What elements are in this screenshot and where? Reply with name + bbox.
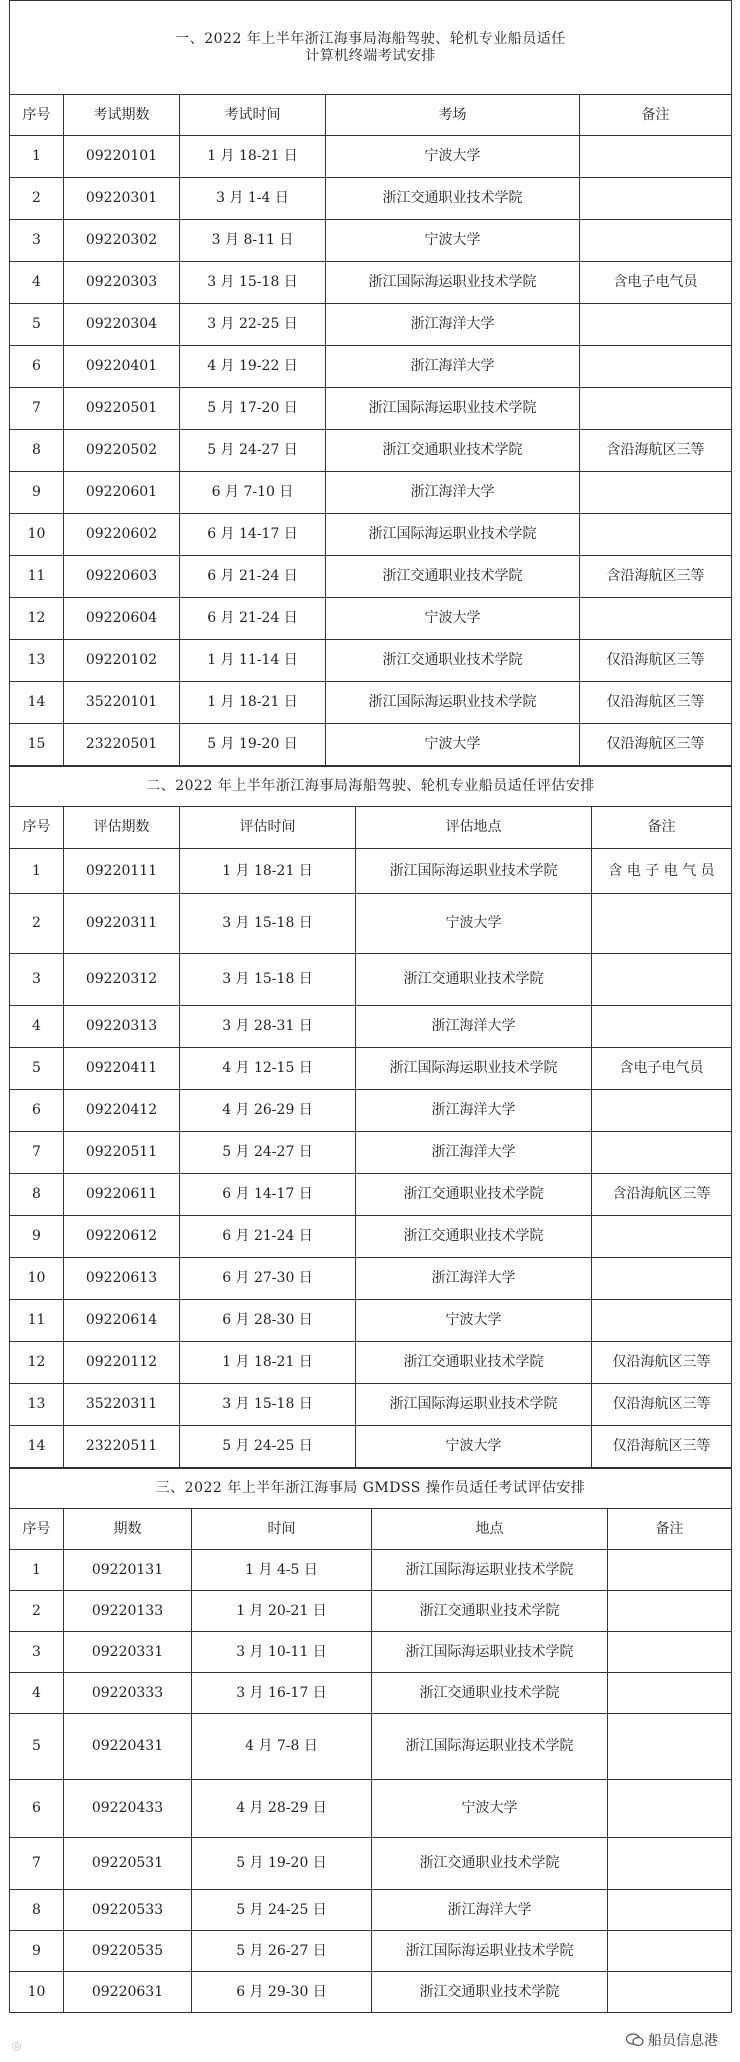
table-row: [10, 304, 732, 346]
remarks-cell: 含电子电气员: [592, 1048, 732, 1090]
location-cell: 浙江交通职业技术学院: [326, 640, 580, 682]
location-cell: 浙江海洋大学: [372, 1890, 608, 1931]
location-cell: 浙江海洋大学: [326, 304, 580, 346]
table-row: [10, 1780, 732, 1838]
column-header: 评估地点: [356, 807, 592, 849]
remarks-cell: 仅沿海航区三等: [592, 1384, 732, 1426]
table-row: [10, 346, 732, 388]
location-cell: 浙江国际海运职业技术学院: [356, 1384, 592, 1426]
table-row: [10, 388, 732, 430]
assessment-schedule-table: [9, 766, 732, 1468]
row-number-cell: 13: [10, 1384, 64, 1426]
remarks-cell: [592, 1216, 732, 1258]
location-cell: 浙江国际海运职业技术学院: [326, 388, 580, 430]
table-row: [10, 1591, 732, 1632]
date-range-cell: 3 月 15-18 日: [180, 954, 356, 1006]
column-header: 时间: [192, 1509, 372, 1550]
remarks-cell: [592, 1132, 732, 1174]
location-cell: 浙江交通职业技术学院: [326, 430, 580, 472]
location-cell: 浙江海洋大学: [356, 1258, 592, 1300]
session-number-cell: 09220133: [64, 1591, 192, 1632]
table-row: [10, 954, 732, 1006]
session-number-cell: 09220401: [64, 346, 180, 388]
remarks-cell: [580, 346, 732, 388]
session-number-cell: 09220604: [64, 598, 180, 640]
column-header: 期数: [64, 1509, 192, 1550]
remarks-cell: 仅沿海航区三等: [580, 724, 732, 766]
location-cell: 浙江海洋大学: [326, 472, 580, 514]
remarks-cell: 含 电 子 电 气 员: [592, 849, 732, 894]
location-cell: 宁波大学: [372, 1780, 608, 1838]
location-cell: 浙江交通职业技术学院: [372, 1673, 608, 1714]
remarks-cell: [608, 1838, 732, 1890]
session-number-cell: 09220412: [64, 1090, 180, 1132]
row-number-cell: 5: [10, 304, 64, 346]
column-header: 考试期数: [64, 95, 180, 136]
table-row: [10, 136, 732, 178]
row-number-cell: 7: [10, 1132, 64, 1174]
remarks-cell: [608, 1890, 732, 1931]
date-range-cell: 4 月 7-8 日: [192, 1714, 372, 1780]
table-header-row: [10, 1509, 732, 1550]
row-number-cell: 3: [10, 954, 64, 1006]
column-header: 地点: [372, 1509, 608, 1550]
column-header: 备注: [580, 95, 732, 136]
location-cell: 浙江国际海运职业技术学院: [356, 849, 592, 894]
session-number-cell: 09220511: [64, 1132, 180, 1174]
remarks-cell: [580, 178, 732, 220]
session-number-cell: 09220312: [64, 954, 180, 1006]
row-number-cell: 11: [10, 556, 64, 598]
session-number-cell: 09220301: [64, 178, 180, 220]
row-number-cell: 5: [10, 1048, 64, 1090]
session-number-cell: 35220311: [64, 1384, 180, 1426]
remarks-cell: [592, 894, 732, 954]
gmdss-schedule-table: [9, 1468, 732, 2013]
table-row: [10, 1258, 732, 1300]
row-number-cell: 9: [10, 472, 64, 514]
row-number-cell: 6: [10, 346, 64, 388]
row-number-cell: 1: [10, 136, 64, 178]
location-cell: 浙江交通职业技术学院: [356, 954, 592, 1006]
column-header: 序号: [10, 95, 64, 136]
date-range-cell: 1 月 18-21 日: [180, 849, 356, 894]
section1-title-line2: 计算机终端考试安排: [305, 47, 436, 64]
date-range-cell: 4 月 26-29 日: [180, 1090, 356, 1132]
row-number-cell: 14: [10, 682, 64, 724]
table-row: [10, 1342, 732, 1384]
date-range-cell: 5 月 24-27 日: [180, 1132, 356, 1174]
row-number-cell: 5: [10, 1714, 64, 1780]
location-cell: 浙江交通职业技术学院: [372, 1972, 608, 2013]
date-range-cell: 6 月 21-24 日: [180, 1216, 356, 1258]
date-range-cell: 1 月 18-21 日: [180, 136, 326, 178]
table-row: [10, 262, 732, 304]
session-number-cell: 09220502: [64, 430, 180, 472]
location-cell: 宁波大学: [356, 1300, 592, 1342]
date-range-cell: 1 月 18-21 日: [180, 1342, 356, 1384]
row-number-cell: 13: [10, 640, 64, 682]
watermark: [626, 2030, 718, 2050]
table-row: [10, 1006, 732, 1048]
table-row: [10, 1384, 732, 1426]
corner-watermark: ◎: [12, 2039, 22, 2052]
row-number-cell: 11: [10, 1300, 64, 1342]
remarks-cell: [580, 304, 732, 346]
date-range-cell: 3 月 16-17 日: [192, 1673, 372, 1714]
row-number-cell: 4: [10, 1006, 64, 1048]
date-range-cell: 5 月 19-20 日: [180, 724, 326, 766]
remarks-cell: [608, 1780, 732, 1838]
location-cell: 宁波大学: [326, 598, 580, 640]
date-range-cell: 6 月 28-30 日: [180, 1300, 356, 1342]
remarks-cell: [580, 220, 732, 262]
session-number-cell: 09220433: [64, 1780, 192, 1838]
row-number-cell: 14: [10, 1426, 64, 1468]
location-cell: 浙江国际海运职业技术学院: [372, 1931, 608, 1972]
column-header: 备注: [592, 807, 732, 849]
table-row: [10, 1931, 732, 1972]
session-number-cell: 09220311: [64, 894, 180, 954]
session-number-cell: 09220111: [64, 849, 180, 894]
date-range-cell: 3 月 15-18 日: [180, 262, 326, 304]
location-cell: 浙江国际海运职业技术学院: [326, 514, 580, 556]
section2-title: 二、2022 年上半年浙江海事局海船驾驶、轮机专业船员适任评估安排: [10, 767, 732, 807]
table-row: [10, 1550, 732, 1591]
row-number-cell: 10: [10, 1258, 64, 1300]
remarks-cell: 含沿海航区三等: [592, 1174, 732, 1216]
row-number-cell: 3: [10, 1632, 64, 1673]
date-range-cell: 1 月 18-21 日: [180, 682, 326, 724]
date-range-cell: 1 月 4-5 日: [192, 1550, 372, 1591]
date-range-cell: 4 月 28-29 日: [192, 1780, 372, 1838]
remarks-cell: [580, 598, 732, 640]
table-row: [10, 1890, 732, 1931]
table-row: [10, 1673, 732, 1714]
document: [9, 0, 731, 2013]
date-range-cell: 3 月 10-11 日: [192, 1632, 372, 1673]
date-range-cell: 3 月 15-18 日: [180, 1384, 356, 1426]
table-row: [10, 640, 732, 682]
row-number-cell: 2: [10, 178, 64, 220]
table-row: [10, 894, 732, 954]
column-header: 评估期数: [64, 807, 180, 849]
table-row: [10, 682, 732, 724]
table-row: [10, 1216, 732, 1258]
table-row: [10, 1132, 732, 1174]
column-header: 评估时间: [180, 807, 356, 849]
row-number-cell: 12: [10, 598, 64, 640]
date-range-cell: 3 月 8-11 日: [180, 220, 326, 262]
table-row: [10, 178, 732, 220]
row-number-cell: 6: [10, 1780, 64, 1838]
session-number-cell: 09220331: [64, 1632, 192, 1673]
row-number-cell: 8: [10, 430, 64, 472]
table-row: [10, 1972, 732, 2013]
remarks-cell: [592, 1258, 732, 1300]
session-number-cell: 09220602: [64, 514, 180, 556]
session-number-cell: 09220631: [64, 1972, 192, 2013]
remarks-cell: 仅沿海航区三等: [592, 1426, 732, 1468]
session-number-cell: 09220501: [64, 388, 180, 430]
row-number-cell: 7: [10, 1838, 64, 1890]
location-cell: 浙江交通职业技术学院: [326, 556, 580, 598]
location-cell: 浙江交通职业技术学院: [356, 1174, 592, 1216]
location-cell: 浙江国际海运职业技术学院: [326, 262, 580, 304]
session-number-cell: 09220431: [64, 1714, 192, 1780]
section1-title-line1: 一、2022 年上半年浙江海事局海船驾驶、轮机专业船员适任: [175, 30, 566, 47]
date-range-cell: 3 月 1-4 日: [180, 178, 326, 220]
session-number-cell: 09220131: [64, 1550, 192, 1591]
remarks-cell: [608, 1714, 732, 1780]
section3-title: 三、2022 年上半年浙江海事局 GMDSS 操作员适任考试评估安排: [10, 1469, 732, 1509]
remarks-cell: [608, 1673, 732, 1714]
remarks-cell: [608, 1550, 732, 1591]
column-header: 序号: [10, 807, 64, 849]
date-range-cell: 5 月 24-27 日: [180, 430, 326, 472]
date-range-cell: 6 月 21-24 日: [180, 598, 326, 640]
session-number-cell: 09220303: [64, 262, 180, 304]
session-number-cell: 09220411: [64, 1048, 180, 1090]
wechat-icon: [626, 2033, 644, 2047]
date-range-cell: 4 月 19-22 日: [180, 346, 326, 388]
date-range-cell: 3 月 22-25 日: [180, 304, 326, 346]
remarks-cell: [580, 136, 732, 178]
location-cell: 浙江交通职业技术学院: [356, 1216, 592, 1258]
session-number-cell: 09220535: [64, 1931, 192, 1972]
row-number-cell: 3: [10, 220, 64, 262]
session-number-cell: 09220531: [64, 1838, 192, 1890]
remarks-cell: 仅沿海航区三等: [592, 1342, 732, 1384]
date-range-cell: 4 月 12-15 日: [180, 1048, 356, 1090]
table-row: [10, 220, 732, 262]
session-number-cell: 09220112: [64, 1342, 180, 1384]
table-row: [10, 1048, 732, 1090]
location-cell: 浙江海洋大学: [356, 1132, 592, 1174]
location-cell: 浙江交通职业技术学院: [372, 1591, 608, 1632]
date-range-cell: 5 月 24-25 日: [192, 1890, 372, 1931]
location-cell: 浙江海洋大学: [356, 1006, 592, 1048]
table-row: [10, 1632, 732, 1673]
row-number-cell: 2: [10, 1591, 64, 1632]
table-row: [10, 1174, 732, 1216]
session-number-cell: 23220501: [64, 724, 180, 766]
table-row: [10, 1838, 732, 1890]
location-cell: 浙江国际海运职业技术学院: [372, 1632, 608, 1673]
session-number-cell: 09220302: [64, 220, 180, 262]
column-header: 考试时间: [180, 95, 326, 136]
session-number-cell: 23220511: [64, 1426, 180, 1468]
row-number-cell: 1: [10, 1550, 64, 1591]
row-number-cell: 7: [10, 388, 64, 430]
location-cell: 宁波大学: [326, 136, 580, 178]
location-cell: 宁波大学: [326, 724, 580, 766]
remarks-cell: 含沿海航区三等: [580, 430, 732, 472]
row-number-cell: 4: [10, 262, 64, 304]
date-range-cell: 6 月 29-30 日: [192, 1972, 372, 2013]
table-header-row: [10, 807, 732, 849]
location-cell: 浙江国际海运职业技术学院: [326, 682, 580, 724]
location-cell: 宁波大学: [356, 1426, 592, 1468]
table-row: [10, 1714, 732, 1780]
session-number-cell: 09220102: [64, 640, 180, 682]
location-cell: 浙江交通职业技术学院: [356, 1342, 592, 1384]
row-number-cell: 9: [10, 1931, 64, 1972]
remarks-cell: 含沿海航区三等: [580, 556, 732, 598]
table-row: [10, 849, 732, 894]
remarks-cell: [608, 1632, 732, 1673]
table-row: [10, 724, 732, 766]
session-number-cell: 09220612: [64, 1216, 180, 1258]
remarks-cell: [592, 1006, 732, 1048]
session-number-cell: 09220333: [64, 1673, 192, 1714]
row-number-cell: 8: [10, 1890, 64, 1931]
column-header: 备注: [608, 1509, 732, 1550]
row-number-cell: 1: [10, 849, 64, 894]
remarks-cell: 仅沿海航区三等: [580, 682, 732, 724]
location-cell: 浙江海洋大学: [326, 346, 580, 388]
table-row: [10, 430, 732, 472]
row-number-cell: 15: [10, 724, 64, 766]
remarks-cell: [580, 514, 732, 556]
session-number-cell: 09220304: [64, 304, 180, 346]
date-range-cell: 5 月 17-20 日: [180, 388, 326, 430]
table-row: [10, 1300, 732, 1342]
remarks-cell: 仅沿海航区三等: [580, 640, 732, 682]
remarks-cell: [580, 472, 732, 514]
session-number-cell: 09220533: [64, 1890, 192, 1931]
remarks-cell: [608, 1931, 732, 1972]
location-cell: 浙江国际海运职业技术学院: [356, 1048, 592, 1090]
date-range-cell: 6 月 21-24 日: [180, 556, 326, 598]
session-number-cell: 09220101: [64, 136, 180, 178]
session-number-cell: 09220601: [64, 472, 180, 514]
date-range-cell: 5 月 19-20 日: [192, 1838, 372, 1890]
date-range-cell: 3 月 15-18 日: [180, 894, 356, 954]
watermark-text: 船员信息港: [648, 2033, 718, 2049]
session-number-cell: 09220313: [64, 1006, 180, 1048]
session-number-cell: 09220614: [64, 1300, 180, 1342]
section1-title: [10, 1, 732, 95]
location-cell: 浙江海洋大学: [356, 1090, 592, 1132]
table-header-row: [10, 95, 732, 136]
location-cell: 浙江国际海运职业技术学院: [372, 1550, 608, 1591]
remarks-cell: [608, 1591, 732, 1632]
row-number-cell: 4: [10, 1673, 64, 1714]
date-range-cell: 6 月 27-30 日: [180, 1258, 356, 1300]
row-number-cell: 9: [10, 1216, 64, 1258]
location-cell: 宁波大学: [326, 220, 580, 262]
location-cell: 宁波大学: [356, 894, 592, 954]
session-number-cell: 09220603: [64, 556, 180, 598]
location-cell: 浙江国际海运职业技术学院: [372, 1714, 608, 1780]
table-row: [10, 472, 732, 514]
date-range-cell: 6 月 7-10 日: [180, 472, 326, 514]
date-range-cell: 1 月 20-21 日: [192, 1591, 372, 1632]
location-cell: 浙江交通职业技术学院: [326, 178, 580, 220]
table-row: [10, 514, 732, 556]
column-header: 考场: [326, 95, 580, 136]
remarks-cell: [580, 388, 732, 430]
remarks-cell: [592, 1090, 732, 1132]
date-range-cell: 3 月 28-31 日: [180, 1006, 356, 1048]
table-row: [10, 1090, 732, 1132]
row-number-cell: 8: [10, 1174, 64, 1216]
session-number-cell: 09220611: [64, 1174, 180, 1216]
table-row: [10, 598, 732, 640]
session-number-cell: 09220613: [64, 1258, 180, 1300]
column-header: 序号: [10, 1509, 64, 1550]
date-range-cell: 5 月 26-27 日: [192, 1931, 372, 1972]
row-number-cell: 10: [10, 514, 64, 556]
row-number-cell: 12: [10, 1342, 64, 1384]
date-range-cell: 6 月 14-17 日: [180, 1174, 356, 1216]
exam-schedule-table: [9, 0, 732, 766]
remarks-cell: [592, 1300, 732, 1342]
row-number-cell: 6: [10, 1090, 64, 1132]
date-range-cell: 6 月 14-17 日: [180, 514, 326, 556]
remarks-cell: [592, 954, 732, 1006]
row-number-cell: 10: [10, 1972, 64, 2013]
session-number-cell: 35220101: [64, 682, 180, 724]
remarks-cell: 含电子电气员: [580, 262, 732, 304]
table-row: [10, 1426, 732, 1468]
table-row: [10, 556, 732, 598]
date-range-cell: 1 月 11-14 日: [180, 640, 326, 682]
date-range-cell: 5 月 24-25 日: [180, 1426, 356, 1468]
row-number-cell: 2: [10, 894, 64, 954]
location-cell: 浙江交通职业技术学院: [372, 1838, 608, 1890]
remarks-cell: [608, 1972, 732, 2013]
